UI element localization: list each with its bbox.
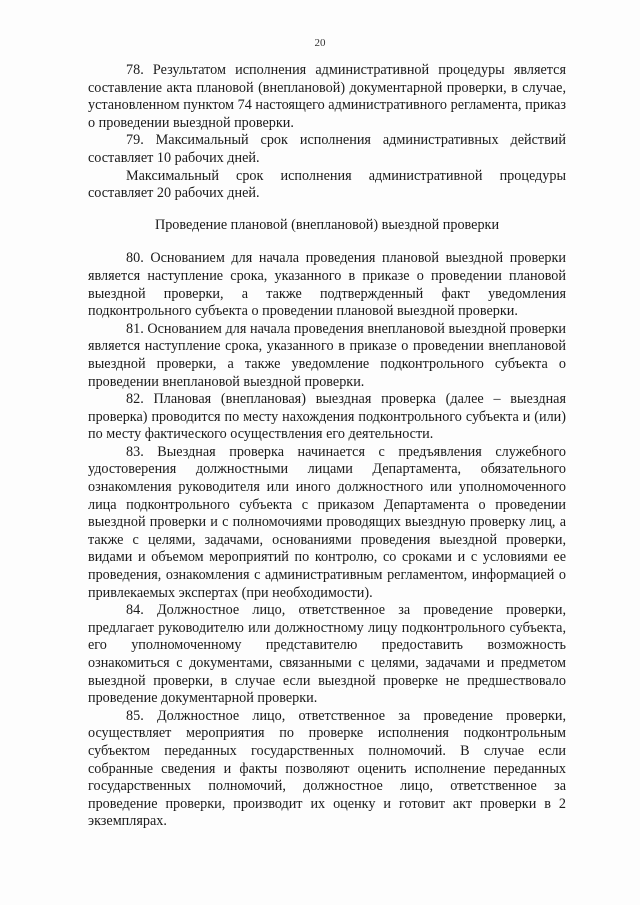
paragraph-83: 83. Выездная проверка начинается с предъявления служебного удостоверения должностными лицами Департамента, обязательного ознакомления руководителя или иного должностного или уполномоченного лица подконтрольного субъекта с приказом Департамента о проведении выездной проверки и с полномочиями проводящих выездную проверку лиц, а также с целями, задачами, основаниями проведения выездной проверки, видами и объемом мероприятий по контролю, со сроками и с условиями ее проведения, ознакомления с административным регламентом, информацией о привлекаемых экспертах (при необходимости). bbox=[88, 443, 566, 601]
page-number: 20 bbox=[314, 37, 326, 49]
paragraph-80: 80. Основанием для начала проведения плановой выездной проверки является наступление срока, указанного в приказе о проведении плановой выездной проверки, а также подтвержденный факт уведомления подконтрольного субъекта о проведении плановой выездной проверки. bbox=[88, 250, 566, 320]
paragraph-78: 78. Результатом исполнения административной процедуры является составление акта плановой (внеплановой) документарной проверки, в случае, установленном пунктом 74 настоящего административного регламента, приказ о проведении выездной проверки. bbox=[88, 62, 566, 131]
paragraph-79: 79. Максимальный срок исполнения административных действий составляет 10 рабочих дней. bbox=[88, 132, 566, 166]
paragraph-82: 82. Плановая (внеплановая) выездная проверка (далее – выездная проверка) проводится по месту нахождения подконтрольного субъекта и (или) по месту фактического осуществления его деятельности. bbox=[88, 391, 566, 443]
paragraph-84: 84. Должностное лицо, ответственное за проведение проверки, предлагает руководителю или должностному лицу подконтрольного субъекта, его уполномоченному представителю предоставить возможность ознакомиться с документами, связанными с целями, задачами и предметом выездной проверки, в случае если выездной проверке не предшествовало проведение документарной проверки. bbox=[88, 602, 566, 707]
section-heading: Проведение плановой (внеплановой) выездной проверки bbox=[154, 216, 500, 233]
paragraph-85: 85. Должностное лицо, ответственное за проведение проверки, осуществляет мероприятия по проверке исполнения подконтрольным субъектом переданных государственных полномочий. В случае если собранные сведения и факты позволяют оценить исполнение переданных государственных полномочий, должностное лицо, ответственное за проведение проверки, производит их оценку и готовит акт проверки в 2 экземплярах. bbox=[88, 707, 566, 830]
document-body bbox=[88, 62, 566, 831]
paragraph-79-continued: Максимальный срок исполнения административной процедуры составляет 20 рабочих дней. bbox=[88, 167, 566, 202]
paragraph-81: 81. Основанием для начала проведения внеплановой выездной проверки является наступление срока, указанного в приказе о проведении внеплановой выездной проверки, а также уведомление подконтрольного субъекта о проведении внеплановой выездной проверки. bbox=[88, 320, 566, 390]
